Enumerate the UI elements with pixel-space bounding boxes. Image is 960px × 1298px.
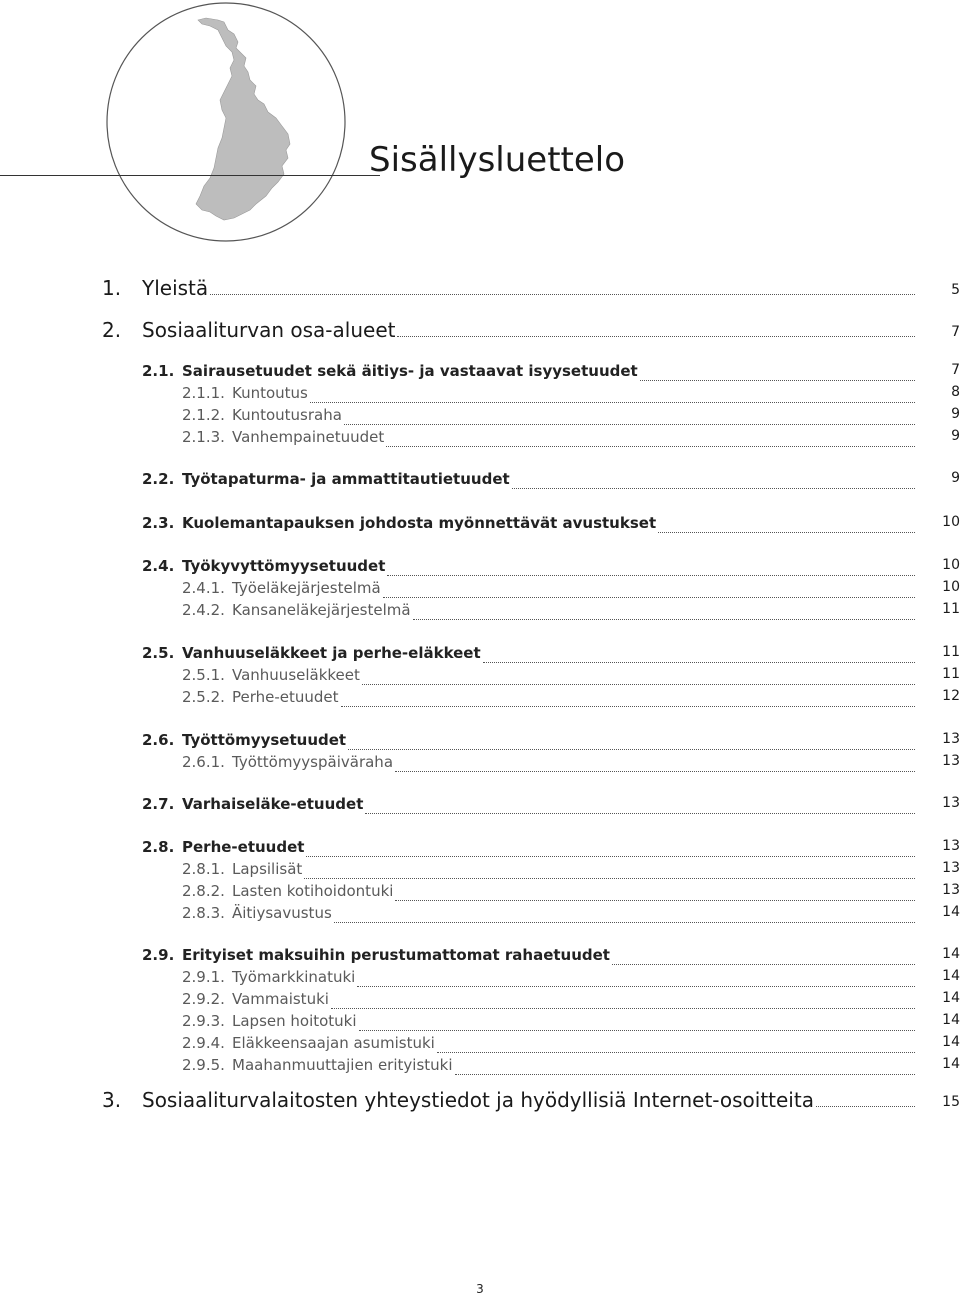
dot-leader (365, 795, 915, 814)
toc-entry[interactable] (0, 904, 960, 926)
toc-entry-label: Kuntoutusraha (232, 406, 342, 424)
toc-entry-label: Eläkkeensaajan asumistuki (232, 1034, 435, 1052)
toc-entry-number: 3. (102, 1088, 122, 1112)
dot-leader (304, 860, 915, 879)
dot-leader (437, 1034, 915, 1053)
toc-entry-page: 11 (942, 666, 960, 682)
toc-entry-label: Perhe-etuudet (232, 688, 339, 706)
dot-leader (386, 428, 915, 447)
dot-leader (341, 688, 915, 707)
dot-leader (362, 666, 915, 685)
toc-entry[interactable] (0, 688, 960, 710)
toc-entry[interactable] (0, 406, 960, 428)
toc-entry-number: 2.1.3. (182, 428, 225, 446)
dot-leader (612, 946, 915, 965)
dot-leader (816, 1088, 915, 1107)
toc-entry[interactable] (0, 557, 960, 579)
dot-leader (512, 470, 915, 489)
dot-leader (455, 1056, 915, 1075)
toc-entry[interactable] (0, 838, 960, 860)
dot-leader (387, 557, 915, 576)
toc-entry-page: 13 (942, 753, 960, 769)
toc-entry-page: 13 (942, 731, 960, 747)
toc-entry-label: Perhe-etuudet (182, 838, 305, 856)
toc-entry-page: 10 (942, 579, 960, 595)
toc-entry[interactable] (0, 276, 960, 298)
toc-entry-label: Vanhempainetuudet (232, 428, 385, 446)
toc-entry-number: 2.7. (142, 795, 175, 813)
dot-leader (658, 514, 915, 533)
toc-entry-number: 2.1. (142, 362, 175, 380)
toc-entry-number: 2.5. (142, 644, 175, 662)
toc-entry-label: Yleistä (142, 276, 209, 300)
toc-entry[interactable] (0, 1012, 960, 1034)
dot-leader (640, 362, 915, 381)
toc-entry-label: Vanhuuseläkkeet (232, 666, 360, 684)
toc-entry[interactable] (0, 1056, 960, 1078)
toc-entry-label: Työttömyyspäiväraha (232, 753, 394, 771)
toc-entry-label: Varhaiseläke-etuudet (182, 795, 364, 813)
toc-entry[interactable] (0, 362, 960, 384)
toc-entry-page: 11 (942, 601, 960, 617)
toc-entry[interactable] (0, 990, 960, 1012)
toc-entry-number: 2.5.1. (182, 666, 225, 684)
dot-leader (395, 882, 915, 901)
finland-map-icon (106, 0, 346, 244)
toc-entry[interactable] (0, 860, 960, 882)
toc-entry[interactable] (0, 753, 960, 775)
toc-entry-number: 2.9. (142, 946, 175, 964)
toc-entry[interactable] (0, 1034, 960, 1056)
toc-entry-label: Kuntoutus (232, 384, 308, 402)
toc-entry[interactable] (0, 795, 960, 817)
dot-leader (395, 753, 915, 772)
toc-entry-number: 2.2. (142, 470, 175, 488)
toc-entry-label: Sairausetuudet sekä äitiys- ja vastaavat isyysetuudet (182, 362, 638, 380)
toc-entry-label: Erityiset maksuihin perustumattomat rahaetuudet (182, 946, 610, 964)
toc-entry-label: Työeläkejärjestelmä (232, 579, 381, 597)
toc-entry-page: 14 (942, 968, 960, 984)
toc-entry[interactable] (0, 318, 960, 340)
toc-entry-label: Työttömyysetuudet (182, 731, 347, 749)
toc-entry[interactable] (0, 514, 960, 536)
toc-entry-page: 9 (951, 428, 960, 444)
toc-entry-number: 1. (102, 276, 122, 300)
toc-entry[interactable] (0, 428, 960, 450)
toc-entry-page: 14 (942, 990, 960, 1006)
toc-entry-page: 10 (942, 514, 960, 530)
toc-entry-number: 2.9.2. (182, 990, 225, 1008)
toc-entry-number: 2. (102, 318, 122, 342)
dot-leader (344, 406, 915, 425)
toc-entry-page: 14 (942, 1012, 960, 1028)
dot-leader (359, 1012, 915, 1031)
dot-leader (397, 318, 915, 337)
toc-entry-number: 2.1.1. (182, 384, 225, 402)
toc-entry[interactable] (0, 384, 960, 406)
toc-entry-page: 9 (951, 470, 960, 486)
toc-entry[interactable] (0, 968, 960, 990)
toc-entry-page: 10 (942, 557, 960, 573)
toc-entry-number: 2.1.2. (182, 406, 225, 424)
dot-leader (348, 731, 915, 750)
toc-entry-number: 2.8.1. (182, 860, 225, 878)
toc-entry[interactable] (0, 644, 960, 666)
toc-entry-number: 2.9.3. (182, 1012, 225, 1030)
toc-entry[interactable] (0, 1088, 960, 1110)
toc-entry-number: 2.5.2. (182, 688, 225, 706)
toc-entry-label: Sosiaaliturvalaitosten yhteystiedot ja hyödyllisiä Internet-osoitteita (142, 1088, 814, 1112)
toc-entry-label: Sosiaaliturvan osa-alueet (142, 318, 396, 342)
toc-entry-label: Vanhuuseläkkeet ja perhe-eläkkeet (182, 644, 481, 662)
toc-entry-label: Työtapaturma- ja ammattitautietuudet (182, 470, 510, 488)
toc-entry-label: Lapsilisät (232, 860, 303, 878)
dot-leader (357, 968, 915, 987)
toc-entry-number: 2.3. (142, 514, 175, 532)
toc-entry-page: 14 (942, 1034, 960, 1050)
toc-entry-number: 2.8. (142, 838, 175, 856)
toc-entry-page: 13 (942, 860, 960, 876)
toc-entry-page: 14 (942, 1056, 960, 1072)
dot-leader (383, 579, 915, 598)
toc-entry-page: 8 (951, 384, 960, 400)
toc-entry-label: Kuolemantapauksen johdosta myönnettävät avustukset (182, 514, 657, 532)
toc-entry-page: 7 (951, 362, 960, 378)
dot-leader (483, 644, 915, 663)
toc-entry-label: Lasten kotihoidontuki (232, 882, 394, 900)
toc-entry-label: Työmarkkinatuki (232, 968, 356, 986)
toc-entry-page: 12 (942, 688, 960, 704)
dot-leader (210, 276, 915, 295)
toc-entry-number: 2.8.2. (182, 882, 225, 900)
toc-entry-label: Työkyvyttömyysetuudet (182, 557, 386, 575)
toc-entry-number: 2.9.1. (182, 968, 225, 986)
toc-entry[interactable] (0, 579, 960, 601)
toc-entry-number: 2.9.5. (182, 1056, 225, 1074)
toc-entry-number: 2.4. (142, 557, 175, 575)
dot-leader (334, 904, 915, 923)
toc-entry-label: Lapsen hoitotuki (232, 1012, 357, 1030)
toc-entry-page: 9 (951, 406, 960, 422)
toc-entry-number: 2.6.1. (182, 753, 225, 771)
dot-leader (413, 601, 915, 620)
toc-entry[interactable] (0, 882, 960, 904)
toc-entry-label: Vammaistuki (232, 990, 329, 1008)
dot-leader (331, 990, 915, 1009)
toc-entry[interactable] (0, 470, 960, 492)
toc-entry[interactable] (0, 601, 960, 623)
dot-leader (310, 384, 915, 403)
toc-entry[interactable] (0, 731, 960, 753)
toc-entry-page: 7 (951, 324, 960, 340)
toc-entry-number: 2.4.1. (182, 579, 225, 597)
toc-entry-number: 2.8.3. (182, 904, 225, 922)
toc-entry-number: 2.4.2. (182, 601, 225, 619)
toc-entry-page: 14 (942, 946, 960, 962)
toc-entry-page: 13 (942, 795, 960, 811)
toc-entry-label: Äitiysavustus (232, 904, 332, 922)
toc-entry-page: 11 (942, 644, 960, 660)
dot-leader (306, 838, 915, 857)
toc-entry-page: 13 (942, 838, 960, 854)
toc-entry-page: 15 (942, 1094, 960, 1110)
toc-entry-number: 2.9.4. (182, 1034, 225, 1052)
toc-entry-page: 5 (951, 282, 960, 298)
page-title: Sisällysluettelo (369, 140, 626, 180)
toc-entry-page: 13 (942, 882, 960, 898)
toc-entry[interactable] (0, 666, 960, 688)
toc-entry-label: Kansaneläkejärjestelmä (232, 601, 411, 619)
page-number: 3 (476, 1282, 484, 1296)
title-rule (0, 175, 380, 176)
toc-entry[interactable] (0, 946, 960, 968)
toc-entry-label: Maahanmuuttajien erityistuki (232, 1056, 453, 1074)
toc-entry-number: 2.6. (142, 731, 175, 749)
toc-entry-page: 14 (942, 904, 960, 920)
